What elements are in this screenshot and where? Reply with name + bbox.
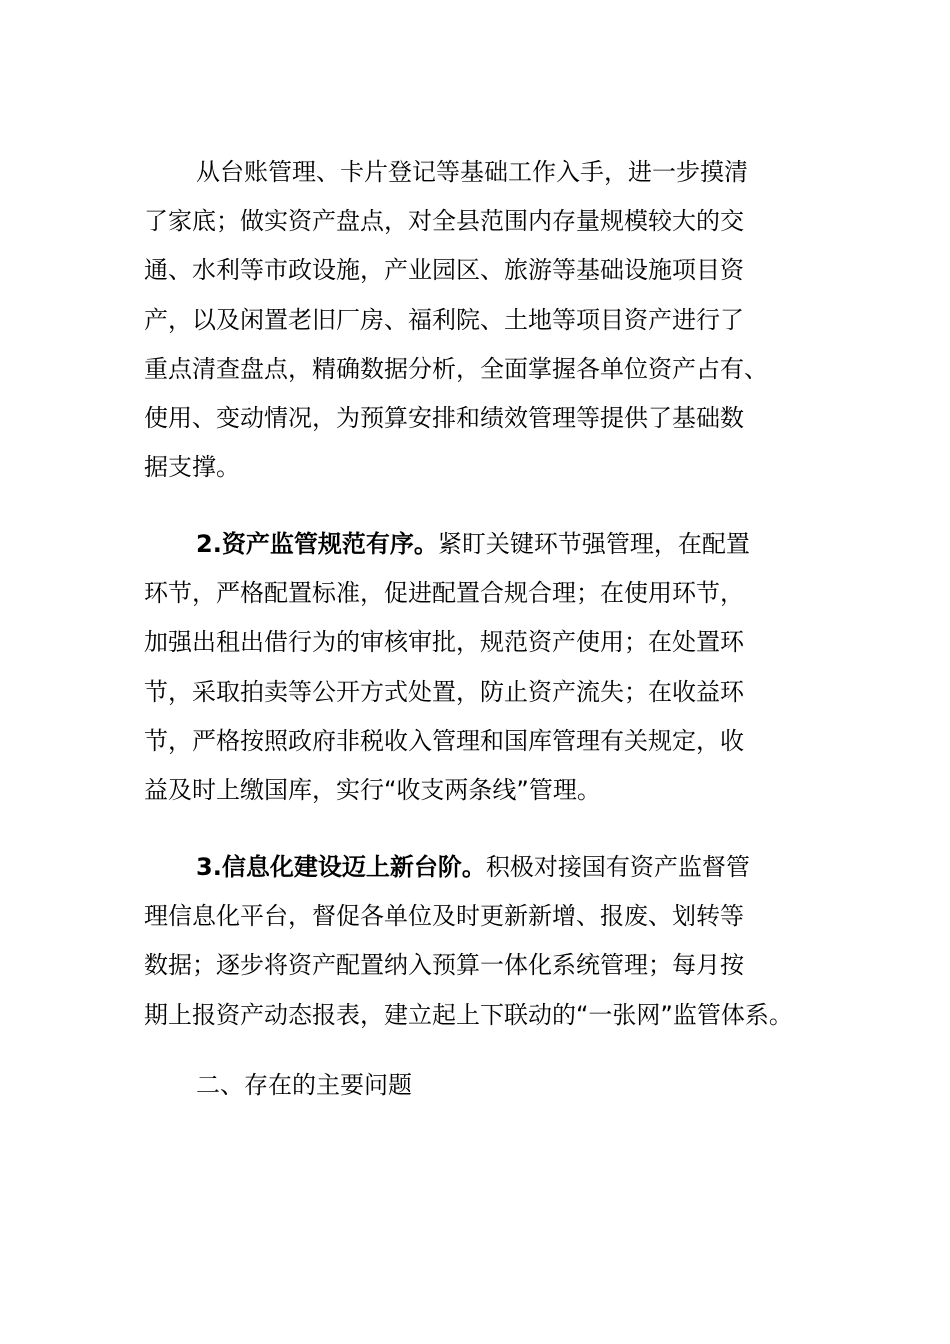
paragraph-line: 从台账管理、卡片登记等基础工作入手，进一步摸清 xyxy=(196,158,748,186)
paragraph-asset-inventory xyxy=(144,148,804,492)
paragraph-line: 数据；逐步将资产配置纳入预算一体化系统管理；每月按 xyxy=(144,951,744,980)
paragraph-line: 据支撑。 xyxy=(144,453,240,482)
paragraph-line: 使用、变动情况，为预算安排和绩效管理等提供了基础数 xyxy=(144,403,744,432)
paragraph-line: 益及时上缴国库，实行“收支两条线”管理。 xyxy=(144,775,601,804)
paragraph-line: 期上报资产动态报表，建立起上下联动的“一张网”监管体系。 xyxy=(144,1000,793,1029)
section-title-main-problems: 二、存在的主要问题 xyxy=(196,1071,412,1099)
paragraph-line: 重点清查盘点，精确数据分析，全面掌握各单位资产占有、 xyxy=(144,354,768,383)
paragraph-line: 理信息化平台，督促各单位及时更新新增、报废、划转等 xyxy=(144,902,744,931)
paragraph-line: 产，以及闲置老旧厂房、福利院、土地等项目资产进行了 xyxy=(144,305,744,334)
paragraph-first-line xyxy=(144,843,804,892)
section-title-block xyxy=(144,1061,804,1110)
paragraph-line-rest: 积极对接国有资产监督管 xyxy=(485,853,750,881)
paragraph-line: 节，采取拍卖等公开方式处置，防止资产流失；在收益环 xyxy=(144,677,744,706)
paragraph-line: 环节，严格配置标准，促进配置合规合理；在使用环节， xyxy=(144,579,744,608)
section-heading-2: 2.资产监管规范有序。 xyxy=(196,530,438,558)
paragraph-line: 节，严格按照政府非税收入管理和国库管理有关规定，收 xyxy=(144,726,744,755)
paragraph-asset-supervision xyxy=(144,520,804,815)
section-heading-3: 3.信息化建设迈上新台阶。 xyxy=(196,853,486,881)
paragraph-informatization xyxy=(144,843,804,1040)
paragraph-line: 通、水利等市政设施，产业园区、旅游等基础设施项目资 xyxy=(144,256,744,285)
paragraph-line-rest: 紧盯关键环节强管理，在配置 xyxy=(437,530,750,558)
paragraph-first-line xyxy=(144,520,804,569)
paragraph-line: 了家底；做实资产盘点，对全县范围内存量规模较大的交 xyxy=(144,207,744,236)
paragraph-line: 加强出租出借行为的审核审批，规范资产使用；在处置环 xyxy=(144,628,744,657)
